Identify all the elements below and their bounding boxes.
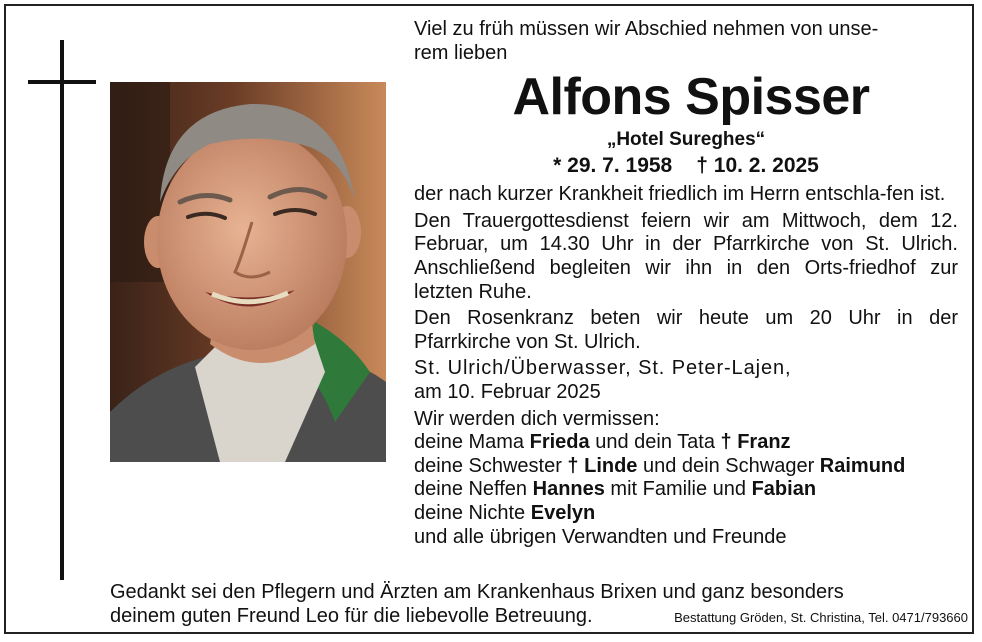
date-line: am 10. Februar 2025 [414, 380, 601, 403]
birth-date: * 29. 7. 1958 [553, 154, 673, 178]
mourner-name: Frieda [529, 431, 590, 454]
mourners-line-4 [414, 502, 958, 526]
mourners-intro: Wir werden dich vermissen: [414, 407, 660, 430]
mourners-line-5: und alle übrigen Verwandten und Freunde [414, 525, 787, 548]
mourner-name: Fabian [751, 478, 817, 501]
mourner-name: † Franz [720, 431, 791, 454]
deceased-nickname: „Hotel Sureghes“ [606, 129, 766, 151]
intro-line-2: rem lieben [414, 41, 508, 64]
portrait-illustration [110, 82, 386, 462]
mourner-text: und dein Tata [589, 431, 721, 454]
mourner-name: † Linde [567, 454, 638, 477]
mourner-text: mit Familie und [604, 478, 752, 501]
portrait-photo [110, 82, 386, 462]
thanks-line-1: Gedankt sei den Pflegern und Ärzten am Krankenhaus Brixen und ganz besonders [110, 581, 844, 603]
place-line: St. Ulrich/Überwasser, St. Peter-Lajen, [414, 357, 792, 380]
mourner-text: deine Schwester [414, 454, 568, 477]
intro-line-1: Viel zu früh müssen wir Abschied nehmen von unse- [414, 18, 879, 40]
cross-horizontal-bar [28, 80, 96, 84]
funeral-home-credit: Bestattung Gröden, St. Christina, Tel. 0471/793660 [674, 610, 968, 625]
mourners-line-1 [414, 431, 958, 455]
mourner-text: deine Mama [414, 431, 530, 454]
mourner-text: und dein Schwager [637, 454, 820, 477]
mourner-text: deine Nichte [414, 501, 531, 524]
mourner-name: Raimund [819, 454, 906, 477]
mourner-name: Hannes [532, 478, 605, 501]
deceased-name: Alfons Spisser [512, 68, 870, 127]
paragraph-rosary: Den Rosenkranz beten wir heute um 20 Uhr in der Pfarrkirche von St. Ulrich. [414, 307, 958, 353]
mourner-text: deine Neffen [414, 478, 533, 501]
mourners-line-2 [414, 455, 958, 479]
paragraph-passing: der nach kurzer Krankheit friedlich im Herrn entschla-fen ist. [414, 183, 946, 206]
mourner-name: Evelyn [530, 501, 596, 524]
cross-vertical-bar [60, 40, 64, 580]
paragraph-funeral-service: Den Trauergottesdienst feiern wir am Mittwoch, dem 12. Februar, um 14.30 Uhr in der Pfarrkirche von St. Ulrich. Anschließend begleiten wir ihn in den Orts-friedhof zur letzten Ruhe. [414, 209, 958, 303]
thanks-line-2: deinem guten Freund Leo für die liebevolle Betreuung. [110, 604, 593, 627]
death-date: † 10. 2. 2025 [696, 154, 819, 178]
mourners-line-3 [414, 478, 958, 502]
obituary-text [414, 18, 958, 549]
life-dates [414, 153, 958, 179]
